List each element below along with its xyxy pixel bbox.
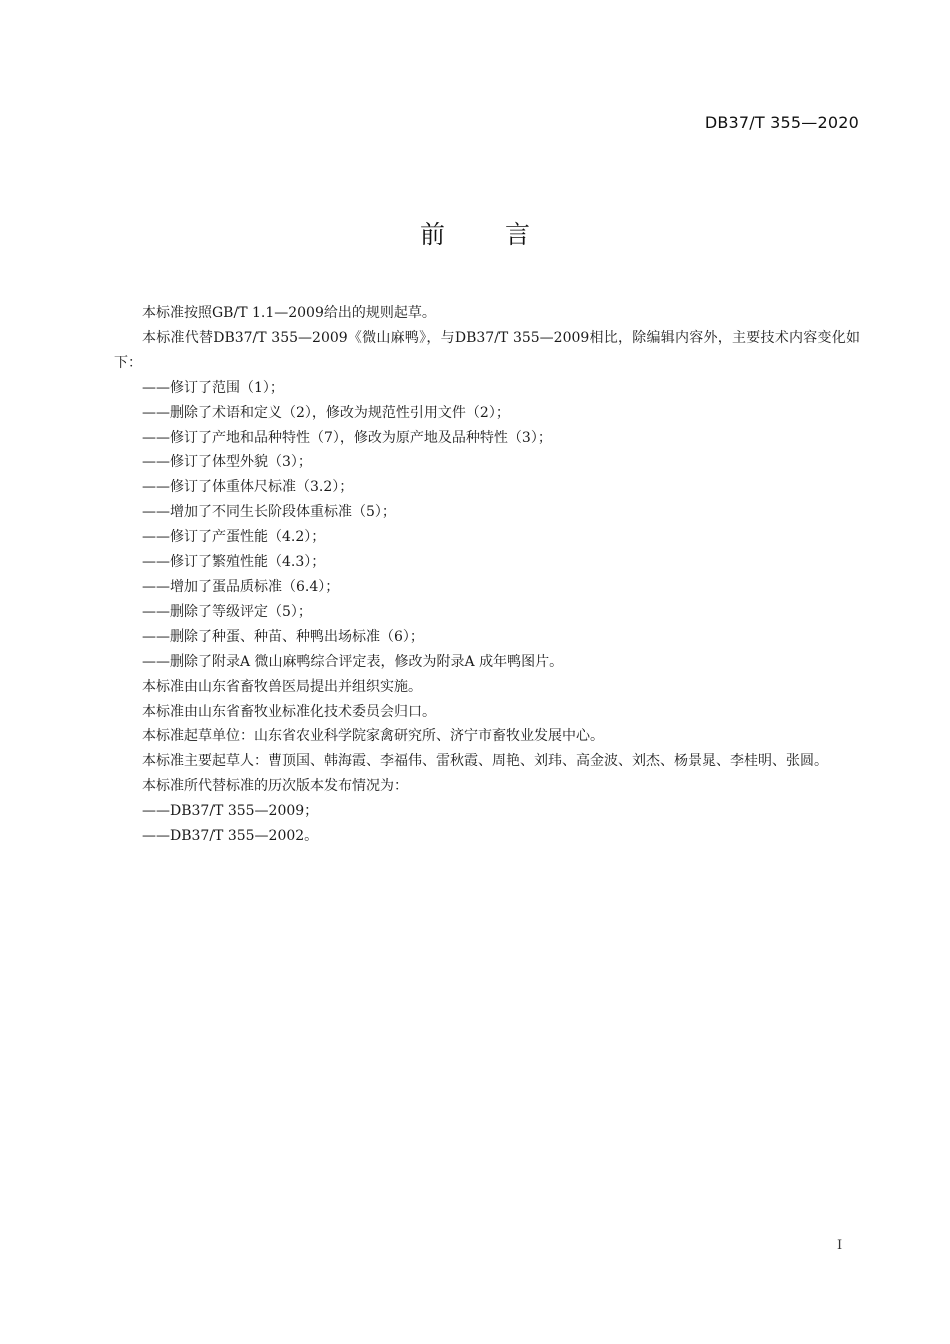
list-item: ——删除了等级评定（5）； (142, 603, 312, 620)
paragraph-drafting-units: 本标准起草单位：山东省农业科学院家禽研究所、济宁市畜牧业发展中心。 (142, 728, 604, 745)
changes-list (114, 376, 860, 675)
list-item: ——删除了种蛋、种苗、种鸭出场标准（6）； (142, 628, 424, 645)
title-char-1: 前 (419, 220, 445, 249)
paragraph-drafting-rule: 本标准按照GB/T 1.1—2009给出的规则起草。 (142, 305, 436, 321)
paragraph-proposer: 本标准由山东省畜牧兽医局提出并组织实施。 (142, 678, 422, 695)
paragraph-history-intro: 本标准所代替标准的历次版本发布情况为： (142, 778, 408, 795)
paragraph-drafters: 本标准主要起草人：曹顶国、韩海霞、李福伟、雷秋霞、周艳、刘玮、高金波、刘杰、杨景晁、李桂明、张圆。 (142, 753, 828, 770)
list-item: ——修订了范围（1）； (142, 379, 284, 396)
list-item: ——删除了附录A 微山麻鸭综合评定表，修改为附录A 成年鸭图片。 (142, 653, 564, 670)
list-item: ——修订了繁殖性能（4.3）； (142, 554, 326, 571)
list-item: ——删除了术语和定义（2），修改为规范性引用文件（2）； (142, 404, 510, 421)
document-code: DB37/T 355—2020 (704, 113, 859, 132)
list-item: ——修订了产蛋性能（4.2）； (142, 529, 326, 546)
paragraph-centralized: 本标准由山东省畜牧业标准化技术委员会归口。 (142, 703, 436, 720)
page-title (0, 215, 950, 251)
list-item: ——修订了产地和品种特性（7），修改为原产地及品种特性（3）； (142, 429, 552, 446)
list-item: ——增加了蛋品质标准（6.4）； (142, 578, 340, 595)
history-list (114, 799, 860, 849)
paragraph-replacement: 本标准代替DB37/T 355—2009《微山麻鸭》，与DB37/T 355—2009相比，除编辑内容外，主要技术内容变化如下： (114, 329, 860, 371)
list-item: ——修订了体重体尺标准（3.2）； (142, 479, 354, 496)
title-char-2: 言 (505, 220, 531, 249)
list-item: ——DB37/T 355—2002。 (142, 828, 319, 845)
list-item: ——修订了体型外貌（3）； (142, 454, 312, 471)
foreword-body (114, 301, 860, 849)
list-item: ——增加了不同生长阶段体重标准（5）； (142, 504, 396, 521)
list-item: ——DB37/T 355—2009； (142, 803, 319, 820)
page-number: I (837, 1238, 843, 1253)
